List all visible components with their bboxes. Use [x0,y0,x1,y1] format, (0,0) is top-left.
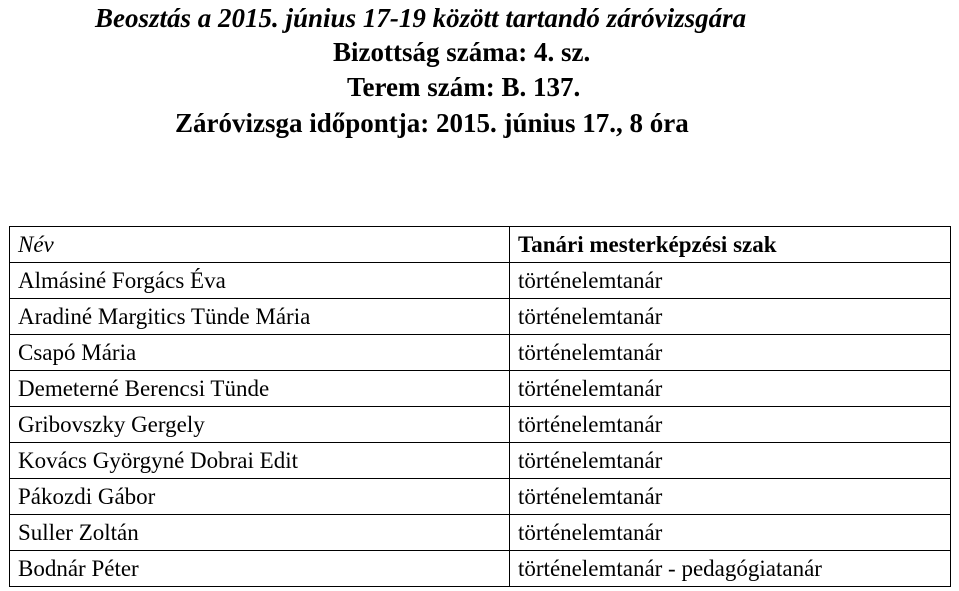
committee-number: Bizottság száma: 4. sz. [333,37,591,67]
student-name-cell: Csapó Mária [10,335,510,371]
student-roster-table [9,226,951,587]
major-cell: történelemtanár [510,479,951,515]
major-cell: történelemtanár - pedagógiatanár [510,551,951,587]
major-cell: történelemtanár [510,371,951,407]
student-name-cell: Demeterné Berencsi Tünde [10,371,510,407]
major-cell: történelemtanár [510,335,951,371]
table-row [10,551,951,587]
table-row [10,479,951,515]
table-row [10,515,951,551]
table-row [10,371,951,407]
major-cell: történelemtanár [510,299,951,335]
major-cell: történelemtanár [510,407,951,443]
student-name-cell: Suller Zoltán [10,515,510,551]
major-cell: történelemtanár [510,515,951,551]
table-row [10,443,951,479]
table-row [10,335,951,371]
student-name-cell: Almásiné Forgács Éva [10,263,510,299]
column-header-major: Tanári mesterképzési szak [510,227,951,263]
student-name-cell: Pákozdi Gábor [10,479,510,515]
table-header-row [10,227,951,263]
student-name-cell: Kovács Györgyné Dobrai Edit [10,443,510,479]
major-cell: történelemtanár [510,443,951,479]
table-row [10,407,951,443]
student-name-cell: Bodnár Péter [10,551,510,587]
exam-time: Záróvizsga időpontja: 2015. június 17., 8 óra [175,108,689,138]
student-name-cell: Gribovszky Gergely [10,407,510,443]
student-name-cell: Aradiné Margitics Tünde Mária [10,299,510,335]
major-cell: történelemtanár [510,263,951,299]
column-header-name: Név [10,227,510,263]
room-number: Terem szám: B. 137. [347,72,581,102]
document-title: Beosztás a 2015. június 17-19 között tartandó záróvizsgára [95,3,747,33]
table-body [10,263,951,587]
table-row [10,263,951,299]
table-row [10,299,951,335]
